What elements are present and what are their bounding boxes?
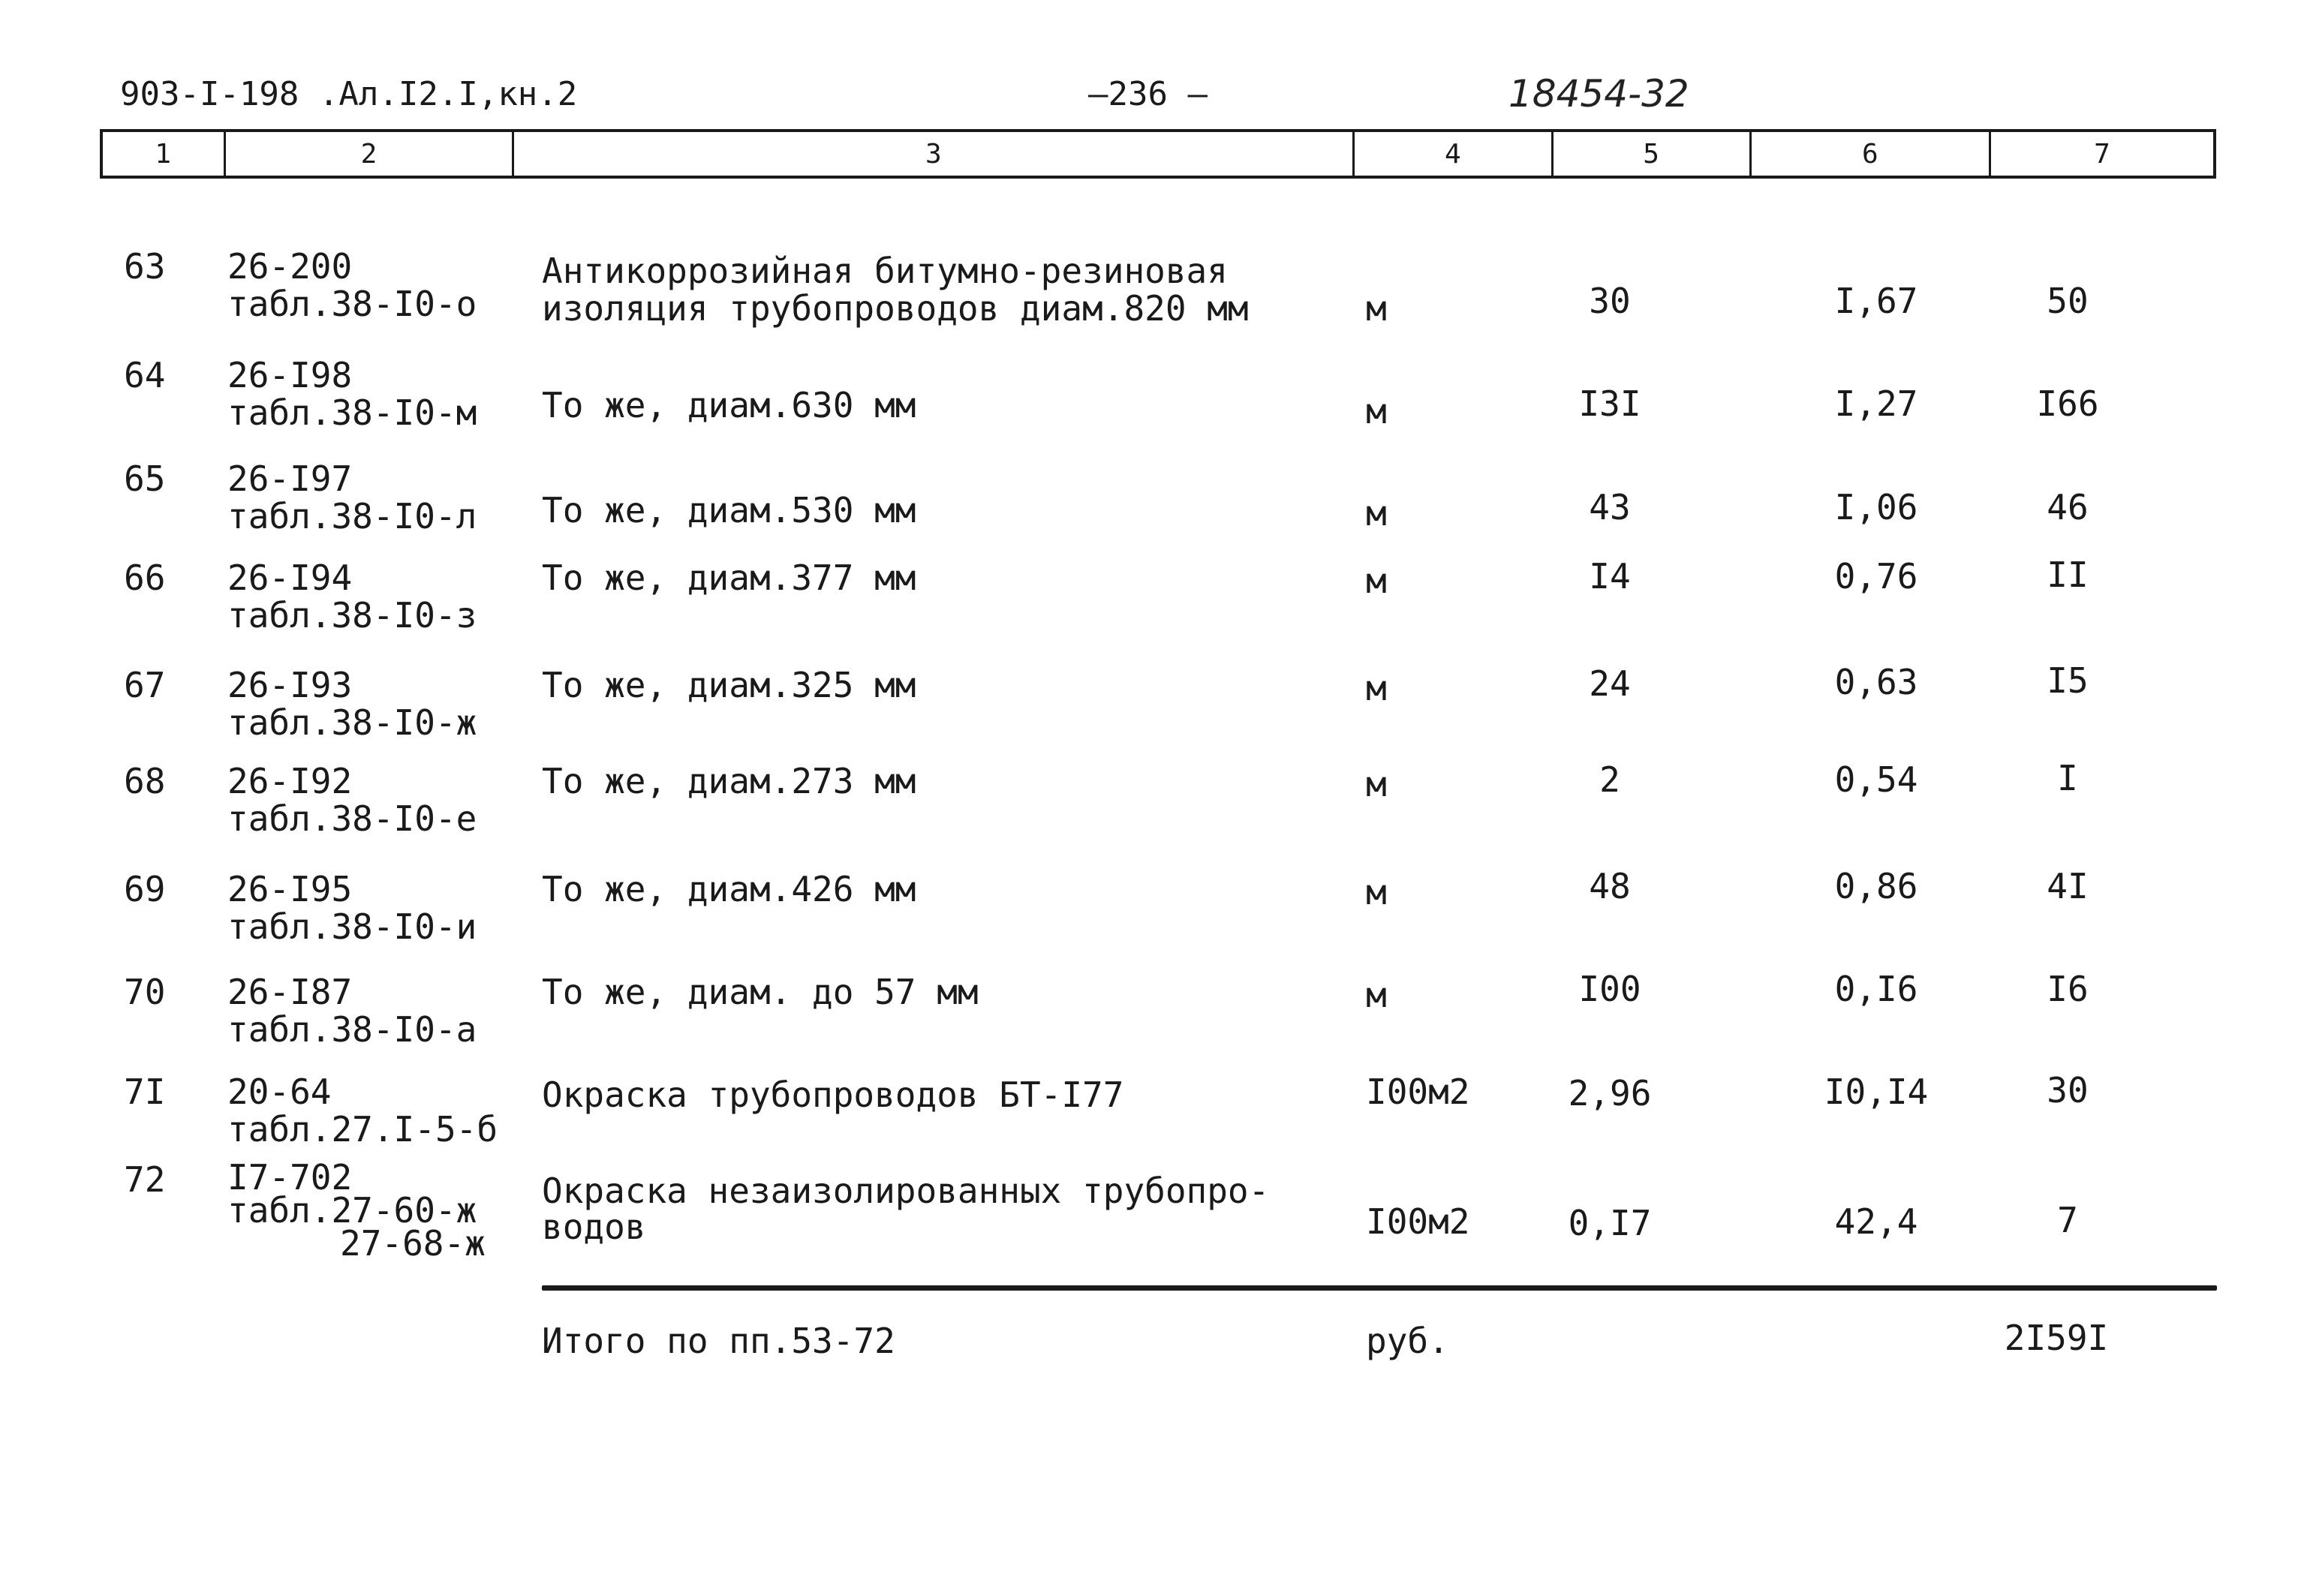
unit: м [1366, 288, 1387, 329]
work-description [542, 1076, 1123, 1114]
total-separator-line [542, 1285, 2217, 1291]
norm-code-line2: табл.38-I0-з [227, 595, 477, 636]
document-code: 903-I-198 .Ал.I2.I,кн.2 [120, 75, 578, 113]
norm-code-line2: табл.38-I0-и [227, 906, 477, 947]
row-number: 67 [124, 665, 166, 705]
column-header-row [100, 129, 2216, 179]
work-description [542, 559, 916, 597]
norm-code-line1: 26-200 [227, 246, 353, 287]
row-number: 7I [124, 1072, 166, 1112]
norm-code-line2: табл.38-I0-ж [227, 702, 477, 743]
description-line1: То же, диам.377 мм [542, 558, 916, 598]
unit: м [1366, 561, 1387, 601]
total-cost: I [2057, 758, 2078, 798]
unit: I00м2 [1366, 1201, 1470, 1242]
unit-price: I0,I4 [1824, 1072, 1929, 1112]
description-line1: Антикоррозийная битумно-резиновая [542, 251, 1228, 291]
unit: I00м2 [1366, 1072, 1470, 1112]
norm-code [227, 666, 477, 741]
norm-code-line1: 26-I97 [227, 458, 353, 499]
row-number: 66 [124, 558, 166, 598]
norm-code-line1: 20-64 [227, 1072, 332, 1112]
total-label: Итого по пп.53-72 [542, 1321, 895, 1361]
unit: м [1366, 764, 1387, 804]
unit: м [1366, 668, 1387, 708]
quantity: 0,I7 [1568, 1203, 1652, 1243]
description-line1: То же, диам.325 мм [542, 665, 916, 705]
norm-code [227, 248, 477, 323]
work-description [542, 386, 916, 424]
quantity: I4 [1589, 556, 1631, 597]
row-number: 72 [124, 1159, 166, 1200]
norm-code [227, 762, 477, 837]
row-number: 70 [124, 972, 166, 1012]
unit: м [1366, 493, 1387, 534]
unit: м [1366, 872, 1387, 912]
work-description [542, 973, 979, 1011]
unit-price: 0,76 [1834, 556, 1918, 597]
quantity: I3I [1578, 383, 1641, 424]
unit-price: 0,54 [1834, 759, 1918, 800]
norm-code-line2: табл.38-I0-м [227, 392, 477, 433]
row-number: 69 [124, 869, 166, 909]
unit: м [1366, 975, 1387, 1015]
row-number: 64 [124, 355, 166, 395]
page-number: —236 — [1088, 75, 1208, 113]
total-value: 2I59I [2004, 1318, 2109, 1358]
unit-price: 0,86 [1834, 866, 1918, 906]
column-header-5: 5 [1554, 132, 1752, 176]
quantity: 30 [1589, 281, 1631, 321]
total-unit: руб. [1366, 1321, 1449, 1361]
norm-code-line2: табл.38-I0-о [227, 284, 477, 324]
description-line1: То же, диам.630 мм [542, 385, 916, 425]
unit-price: 0,63 [1834, 662, 1918, 702]
work-description [542, 1173, 1269, 1245]
description-line2: водов [542, 1207, 646, 1247]
handwritten-number: 18454-32 [1508, 72, 1689, 116]
norm-code-line1: 26-I95 [227, 869, 353, 909]
quantity: 24 [1589, 663, 1631, 704]
norm-code-line1: 26-I92 [227, 761, 353, 801]
norm-code-line2: табл.38-I0-л [227, 496, 477, 537]
description-line1: То же, диам. до 57 мм [542, 972, 979, 1012]
quantity: 43 [1589, 487, 1631, 527]
norm-code-line2: табл.27-60-ж [227, 1190, 477, 1231]
norm-code-line1: 26-I98 [227, 355, 353, 395]
unit-price: 42,4 [1834, 1201, 1918, 1242]
row-number: 63 [124, 246, 166, 287]
norm-code [227, 460, 477, 535]
work-description [542, 666, 916, 704]
quantity: 48 [1589, 866, 1631, 906]
column-header-4: 4 [1355, 132, 1553, 176]
norm-code-line1: 26-I87 [227, 972, 353, 1012]
column-header-6: 6 [1752, 132, 1991, 176]
work-description [542, 252, 1249, 327]
norm-code [227, 1157, 486, 1264]
unit-price: I,67 [1834, 281, 1918, 321]
norm-code [227, 356, 477, 431]
row-number: 68 [124, 761, 166, 801]
quantity: 2 [1599, 759, 1620, 800]
unit-price: I,06 [1834, 487, 1918, 527]
total-cost: 7 [2057, 1200, 2078, 1240]
description-line1: Окраска незаизолированных трубопро- [542, 1171, 1270, 1211]
unit-price: I,27 [1834, 383, 1918, 424]
total-cost: I6 [2047, 969, 2089, 1009]
norm-code-line2: табл.27.I-5-б [227, 1109, 498, 1150]
norm-code-line1: I7-702 [227, 1157, 353, 1198]
work-description [542, 491, 916, 529]
norm-code [227, 870, 477, 945]
norm-code-line1: 26-I93 [227, 665, 353, 705]
norm-code [227, 1073, 498, 1148]
row-number: 65 [124, 458, 166, 499]
total-cost: 46 [2047, 487, 2089, 527]
norm-code [227, 559, 477, 634]
unit: м [1366, 391, 1387, 431]
work-description [542, 870, 916, 908]
norm-code-line1: 26-I94 [227, 558, 353, 598]
column-header-2: 2 [226, 132, 515, 176]
quantity: I00 [1578, 969, 1641, 1009]
total-cost: 50 [2047, 281, 2089, 321]
column-header-7: 7 [2094, 138, 2110, 170]
total-cost: II [2047, 555, 2089, 595]
norm-code-line3: 27-68-ж [340, 1223, 486, 1264]
column-header-1: 1 [103, 132, 226, 176]
column-header-3: 3 [514, 132, 1355, 176]
description-line2: изоляция трубопроводов диам.820 мм [542, 288, 1249, 329]
total-cost: 4I [2047, 866, 2089, 906]
norm-code [227, 973, 477, 1048]
description-line1: Окраска трубопроводов БТ-I77 [542, 1075, 1124, 1115]
total-cost: 30 [2047, 1070, 2089, 1111]
description-line1: То же, диам.273 мм [542, 761, 916, 801]
total-cost: I66 [2036, 383, 2099, 424]
description-line1: То же, диам.530 мм [542, 490, 916, 530]
work-description [542, 762, 916, 800]
quantity: 2,96 [1568, 1073, 1652, 1114]
norm-code-line2: табл.38-I0-е [227, 798, 477, 839]
total-cost: I5 [2047, 660, 2089, 701]
norm-code-line2: табл.38-I0-а [227, 1009, 477, 1050]
unit-price: 0,I6 [1834, 969, 1918, 1009]
description-line1: То же, диам.426 мм [542, 869, 916, 909]
